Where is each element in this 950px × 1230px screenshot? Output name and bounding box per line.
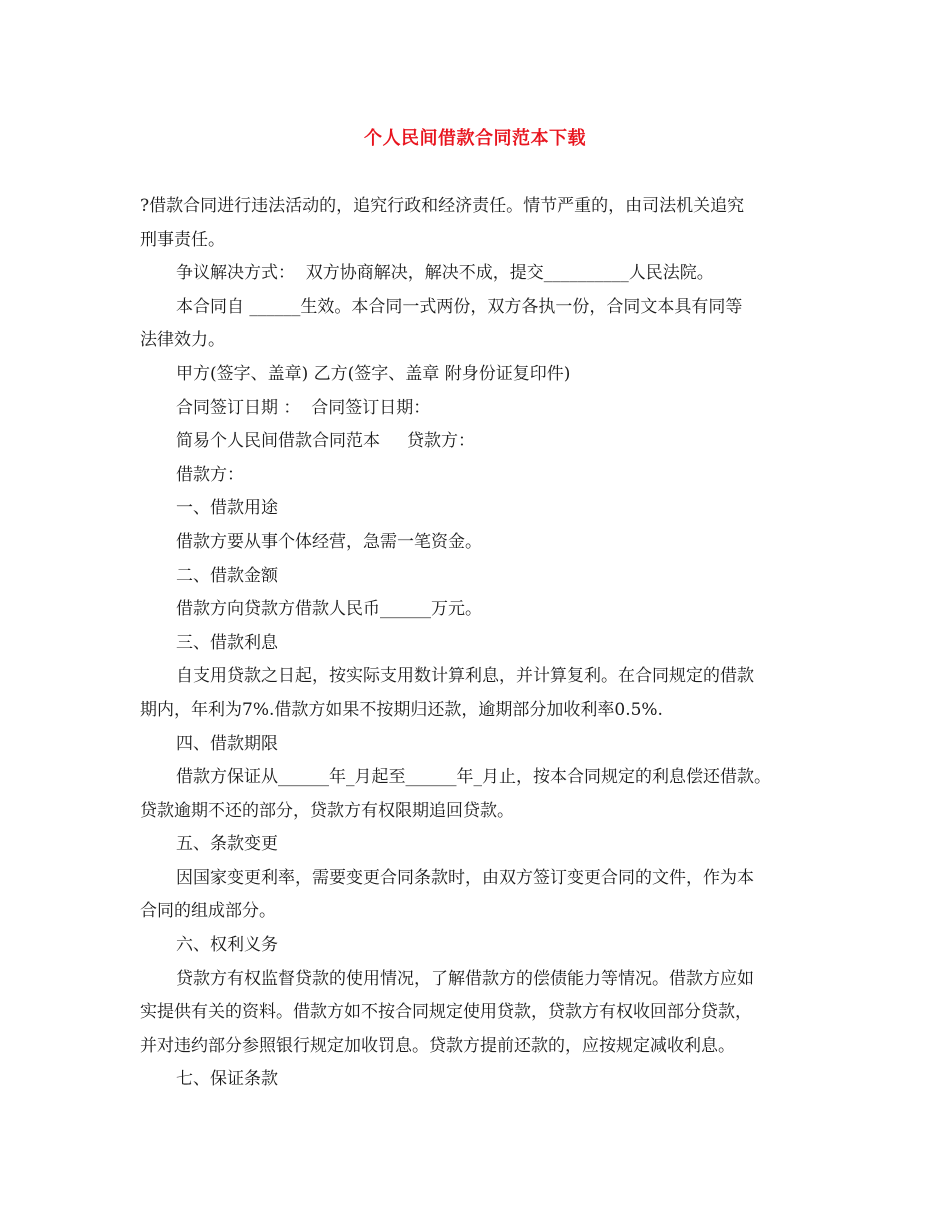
paragraph-line: 借款方要从事个体经营，急需一笔资金。 <box>176 531 482 552</box>
paragraph <box>140 862 820 929</box>
paragraph <box>140 425 820 459</box>
paragraph <box>140 660 820 727</box>
paragraph-line: ?借款合同进行违法活动的，追究行政和经济责任。情节严重的，由司法机关追究 <box>140 196 745 216</box>
paragraph <box>140 1063 820 1097</box>
paragraph-line: 合同的组成部分。 <box>140 901 276 922</box>
paragraph <box>140 593 820 627</box>
paragraph-line: 甲方(签字、盖章) 乙方(签字、盖章 附身份证复印件) <box>176 363 571 384</box>
paragraph-line: 五、条款变更 <box>176 834 278 855</box>
paragraph-line: 合同签订日期 ： 合同签订日期： <box>176 397 431 418</box>
paragraph-line: 因国家变更利率，需要变更合同条款时，由双方签订变更合同的文件，作为本 <box>176 867 754 888</box>
paragraph <box>140 929 820 963</box>
paragraph-line: 借款方： <box>176 464 244 485</box>
paragraph-line: 争议解决方式： 双方协商解决，解决不成，提交__________人民法院。 <box>176 263 714 284</box>
paragraph <box>140 459 820 493</box>
paragraph <box>140 492 820 526</box>
paragraph <box>140 190 820 257</box>
paragraph <box>140 560 820 594</box>
paragraph <box>140 526 820 560</box>
paragraph-line: 借款方保证从______年_月起至______年_月止，按本合同规定的利息偿还借款。 <box>176 767 771 788</box>
paragraph-line: 本合同自 ______生效。本合同一式两份，双方各执一份，合同文本具有同等 <box>176 296 743 317</box>
paragraph <box>140 761 820 828</box>
paragraph-line: 自支用贷款之日起，按实际支用数计算利息，并计算复利。在合同规定的借款 <box>176 666 754 687</box>
paragraph-line: 期内，年利为7%.借款方如果不按期归还款，逾期部分加收利率0.5%. <box>140 699 663 720</box>
paragraph-line: 四、借款期限 <box>176 733 278 754</box>
paragraph-line: 一、借款用途 <box>176 498 278 519</box>
paragraph-line: 借款方向贷款方借款人民币______万元。 <box>176 599 482 620</box>
paragraph <box>140 392 820 426</box>
paragraph <box>140 828 820 862</box>
paragraph-line: 法律效力。 <box>140 330 225 351</box>
paragraph-line: 简易个人民间借款合同范本 贷款方： <box>176 431 476 452</box>
document-title: 个人民间借款合同范本下载 <box>364 128 586 149</box>
paragraph <box>140 358 820 392</box>
paragraph <box>140 627 820 661</box>
paragraph-line: 七、保证条款 <box>176 1069 278 1090</box>
paragraph-line: 二、借款金额 <box>176 565 278 586</box>
paragraph-line: 并对违约部分参照银行规定加收罚息。贷款方提前还款的，应按规定减收利息。 <box>140 1035 735 1056</box>
paragraph-line: 三、借款利息 <box>176 632 278 653</box>
paragraph-line: 实提供有关的资料。借款方如不按合同规定使用贷款，贷款方有权收回部分贷款， <box>140 1002 752 1023</box>
document-body <box>140 190 820 1097</box>
paragraph <box>140 963 820 1064</box>
paragraph <box>140 257 820 291</box>
paragraph-line: 贷款逾期不还的部分，贷款方有权限期追回贷款。 <box>140 800 514 821</box>
paragraph <box>140 291 820 358</box>
paragraph <box>140 728 820 762</box>
paragraph-line: 贷款方有权监督贷款的使用情况，了解借款方的偿债能力等情况。借款方应如 <box>176 968 754 989</box>
paragraph-line: 六、权利义务 <box>176 935 278 956</box>
paragraph-line: 刑事责任。 <box>140 229 225 250</box>
